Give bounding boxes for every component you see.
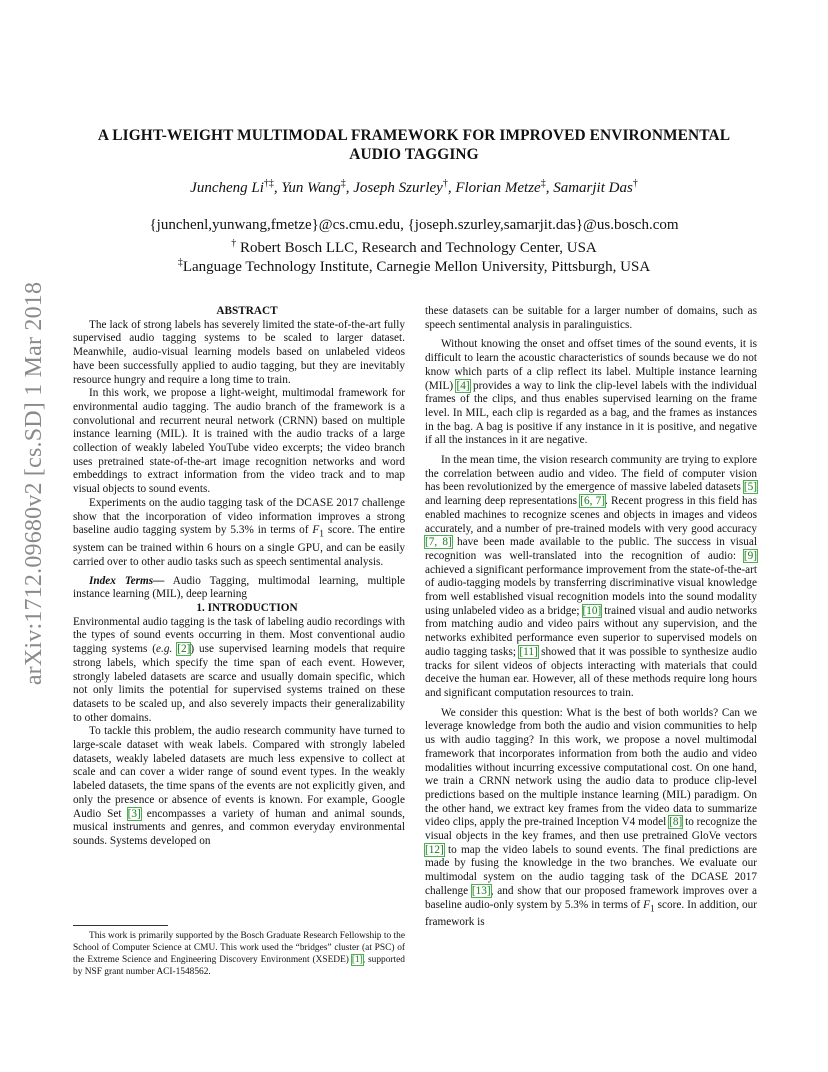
text-run: We consider this question: What is the best of both worlds? Can we leverage knowledge from both the audio and vision communities to help us with audio tagging? In this work, we propose a novel multimodal framework that incorporates information from both the audio and video modalities without incurring excessive computational cost. On one hand, we train a CRNN network using the audio data to produce clip-level predictions based on the multiple instance learning (MIL) paradigm. On the other hand, we extract key frames from the video data to summarize video clips, apply the pre-trained Inception V4 model: [425, 706, 757, 829]
affiliation-cmu: [70, 254, 758, 276]
paper-title-line-2: AUDIO TAGGING: [349, 146, 479, 163]
footnote: [73, 930, 405, 978]
affiliation-text: Robert Bosch LLC, Research and Technology Center, USA: [236, 240, 597, 256]
author-name: Joseph Szurley: [353, 180, 443, 196]
index-terms: [73, 575, 405, 602]
citation-link[interactable]: [9]: [743, 549, 757, 562]
text-run: to recognize the visual objects in the key frames, and then use pretrained GloVe vectors: [425, 816, 757, 843]
introduction-heading: 1. INTRODUCTION: [196, 602, 298, 615]
body-paragraph: [425, 338, 757, 448]
text-run: , supported by NSF grant number ACI-1548562.: [73, 955, 405, 977]
text-run: Experiments on the audio tagging task of the DCASE 2017 challenge show that the incorporation of video information improves a strong baseline audio tagging system by 5.3% in terms of: [73, 496, 405, 537]
text-run: showed that it was possible to synthesize audio tracks for silent videos of objects interacting with materials that could deceive the human ear. However, all of these methods require long hours and significant computation resources to train.: [425, 645, 757, 699]
text-run: To tackle this problem, the audio research community have turned to large-scale dataset with weak labels. Compared with strongly labeled datasets, weakly labeled datasets are much less expensive to collect at scale and can cover a wider range of sound event types. In the weakly labeled datasets, the time spans of the events are not explicitly given, and only the presence or absence of events is known. For example, Google Audio Set: [73, 725, 405, 820]
text-run: have been made available to the public. The success in visual recognition was well-translated into the recognition of audio:: [425, 536, 758, 562]
citation-link[interactable]: [6, 7]: [580, 495, 606, 508]
citation-link[interactable]: [8]: [669, 816, 683, 829]
abstract-heading: ABSTRACT: [216, 305, 278, 317]
abstract-paragraph: [73, 497, 405, 570]
arxiv-identifier-text: arXiv:1712.09680v2 [cs.SD] 1 Mar 2018: [21, 281, 48, 685]
author-name: Samarjit Das: [553, 180, 633, 196]
abstract-paragraph: The lack of strong labels has severely limited the state-of-the-art fully supervised audio tagging systems to be scaled to larger dataset. Meanwhile, audio-visual learning models based on unlabeled videos have been successfully applied to audio tagging, but they are inevitably resource hungry and require a long time to train.: [73, 318, 405, 386]
text-run: encompasses a variety of human and animal sounds, musical instruments and genres, and common everyday environmental sounds. Systems developed on: [73, 807, 405, 847]
f1-subscript: 1: [649, 903, 655, 914]
affiliation-mark: ‡: [177, 257, 183, 268]
citation-link[interactable]: [1]: [351, 955, 363, 965]
author-list: Juncheng Li†‡, Yun Wang‡, Joseph Szurley†, Florian Metze‡, Samarjit Das†: [190, 178, 638, 196]
abstract-paragraph: In this work, we propose a light-weight, multimodal framework for environmental audio tagging. The audio branch of the framework is a convolutional and recurrent neural network (CRNN) based on multiple instance learning (MIL). It is trained with the audio tracks of a large collection of weakly labeled YouTube video excerpts; the video branch uses pretrained state-of-the-art image recognition networks and word embeddings to extract information from the video track and to map visual objects to sound events.: [73, 387, 405, 496]
citation-link[interactable]: [5]: [743, 481, 757, 494]
right-column: [425, 305, 757, 930]
citation-link[interactable]: [12]: [425, 843, 444, 856]
paper-title: [70, 126, 758, 164]
arxiv-identifier-stamp: [20, 281, 50, 685]
text-run: Without knowing the onset and offset times of the sound events, it is difficult to learn the acoustic characteristics of sounds because we do not know which parts of a clip reflect its label. Multiple instance learning (MIL): [425, 338, 757, 392]
paper-title-line-1: A LIGHT-WEIGHT MULTIMODAL FRAMEWORK FOR IMPROVED ENVIRONMENTAL: [97, 127, 731, 144]
index-terms-text: Audio Tagging, multimodal learning, multiple instance learning (MIL), deep learning: [73, 574, 406, 601]
citation-link[interactable]: [4]: [456, 379, 470, 392]
author-mark: ‡: [340, 178, 346, 189]
citation-link[interactable]: [11]: [519, 645, 538, 658]
f1-symbol: F: [643, 898, 650, 911]
author-name: Juncheng Li: [190, 180, 264, 196]
author-name: Yun Wang: [281, 180, 341, 196]
intro-paragraph: [73, 725, 405, 848]
author-name: Florian Metze: [455, 180, 541, 196]
text-run: In the mean time, the vision research community are trying to explore the correlation between audio and video. The field of computer vision has been revolutionized by the emergence of massive labeled datasets: [425, 454, 757, 494]
body-paragraph: [425, 454, 757, 701]
body-paragraph: [425, 707, 757, 931]
text-run: score. In addition, our framework is: [425, 898, 757, 929]
footnote-text: [73, 930, 405, 978]
text-run: achieved a significant performance improvement from the state-of-the-art of audio-tagging models by transferring discriminative visual knowledge from well established visual recognition models into the sound modality using unlabeled video as a bridge;: [425, 563, 757, 617]
author-mark: †: [442, 178, 448, 189]
text-run: score. The entire system can be trained within 6 hours on a single GPU, and can be easily carried over to other audio tasks such as speech sentimental analysis.: [73, 524, 405, 568]
citation-link[interactable]: [10]: [582, 604, 602, 617]
f1-subscript: 1: [319, 529, 324, 540]
author-mark: ‡: [540, 178, 546, 189]
text-run: This work is primarily supported by the Bosch Graduate Research Fellowship to the School of Computer Science at CMU. This work used the “bridges” cluster (at PSC) of the Extreme Science and Engineering Discovery Environment (XSEDE): [73, 931, 405, 965]
text-run: and learning deep representations: [425, 495, 581, 508]
text-run: . Recent progress in this field has enabled machines to recognize scenes and objects in images and videos accurately, and a number of pre-trained models with very good accuracy: [425, 495, 757, 535]
author-mark: †‡: [263, 178, 274, 189]
affiliation-text: Language Technology Institute, Carnegie Mellon University, Pittsburgh, USA: [182, 259, 651, 275]
citation-link[interactable]: [13]: [471, 884, 491, 897]
affiliation-mark: †: [231, 238, 237, 249]
text-run: trained visual and audio networks from matching audio and video pairs without any supervision, and the networks exhibited performance even superior to supervised models on audio tagging tasks;: [425, 604, 757, 658]
text-run: ) use supervised learning models that require strong labels, which specify the time span of each event. However, strongly labeled datasets are scarce and usually domain specific, which not only limits the potential for supervised systems trained on these datasets to be scaled up, and also severely impacts their generalizability to other domains.: [73, 643, 405, 724]
text-run: Environmental audio tagging is the task of labeling audio recordings with the types of sound events occurring in them. Most conventional audio tagging systems (: [73, 615, 405, 656]
intro-paragraph: [73, 616, 405, 726]
citation-link[interactable]: [7, 8]: [425, 536, 452, 549]
author-emails: {junchenl,yunwang,fmetze}@cs.cmu.edu, {joseph.szurley,samarjit.das}@us.bosch.com: [149, 217, 679, 233]
text-run: , and show that our proposed framework improves over a baseline audio-only system by 5.3% in terms of: [425, 884, 757, 911]
f1-symbol: F: [312, 524, 320, 537]
footnote-divider: [73, 925, 168, 926]
eg-abbrev: e.g.: [156, 643, 173, 656]
citation-link[interactable]: [3]: [127, 807, 141, 820]
citation-link[interactable]: [2]: [177, 643, 191, 656]
body-paragraph: these datasets can be suitable for a larger number of domains, such as speech sentimental analysis in paralinguistics.: [425, 305, 757, 331]
author-mark: †: [632, 178, 638, 189]
text-run: to map the video labels to sound events. The final predictions are made by fusing the knowledge in the two branches. We evaluate our multimodal system on the audio tagging task of the DCASE 2017 challenge: [425, 843, 757, 897]
text-run: provides a way to link the clip-level labels with the individual frames of the clips, and thus enables supervised learning on the frame level. In MIL, each clip is regarded as a bag, and the frames as instances in the bag. A bag is positive if any instance in it is positive, and negative if all the instances in it are negative.: [425, 379, 757, 447]
left-column: [73, 305, 405, 849]
index-terms-label: Index Terms—: [89, 574, 165, 587]
